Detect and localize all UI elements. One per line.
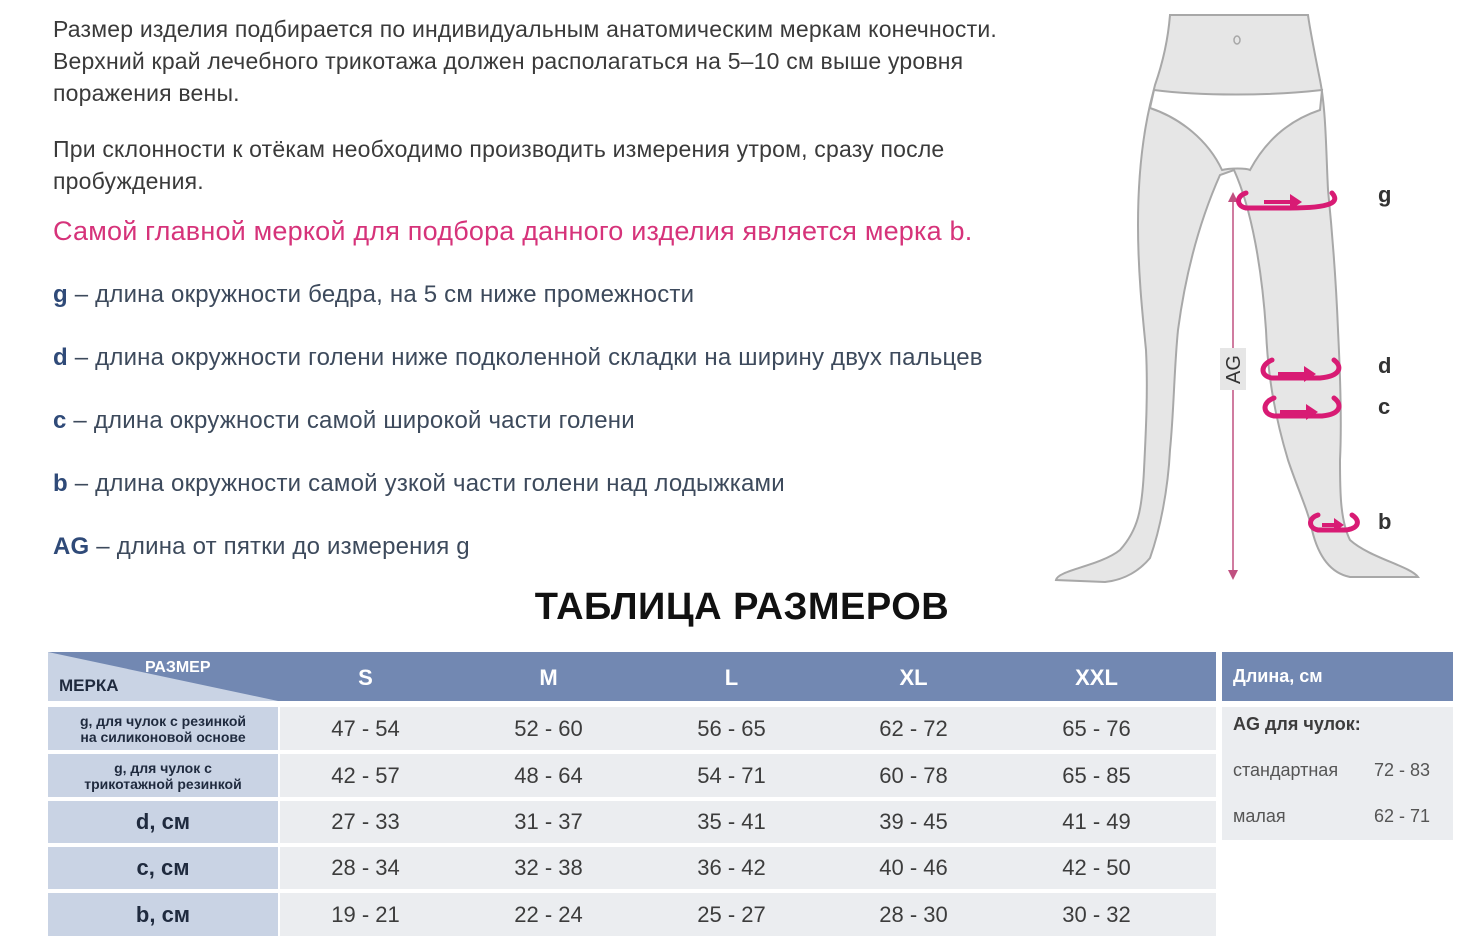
table-cell: 32 - 38	[514, 855, 583, 880]
label-d: d	[1378, 353, 1392, 378]
leg-illustration	[1050, 10, 1450, 590]
measure-key: c	[53, 407, 67, 434]
measure-key: AG	[53, 533, 90, 560]
size-header-l: L	[724, 665, 739, 690]
measure-text: – длина окружности самой широкой части голени	[66, 407, 635, 434]
measure-key: b	[53, 470, 68, 497]
measure-text: – длина окружности бедра, на 5 см ниже промежности	[67, 281, 695, 308]
table-cell: 31 - 37	[514, 809, 583, 834]
table-cell: 27 - 33	[331, 809, 400, 834]
table-cell: 42 - 50	[1062, 855, 1131, 880]
size-table-title: ТАБЛИЦА РАЗМЕРОВ	[534, 586, 950, 628]
row-label: c, см	[48, 847, 278, 889]
measure-definition-g	[53, 281, 694, 309]
table-cell: 19 - 21	[331, 901, 400, 927]
table-row	[48, 707, 1216, 750]
table-cell: 28 - 30	[879, 901, 948, 927]
table-cell: 56 - 65	[697, 715, 766, 741]
length-row-name: малая	[1233, 806, 1286, 826]
table-cell: 36 - 42	[697, 855, 766, 880]
leg-measurement-figure	[1050, 10, 1450, 590]
table-cell: 42 - 57	[331, 762, 400, 788]
table-cell: 39 - 45	[879, 809, 948, 834]
measure-definition-c	[53, 407, 635, 435]
table-cell: 30 - 32	[1062, 901, 1131, 927]
label-b: b	[1378, 509, 1392, 534]
table-cell: 47 - 54	[331, 715, 400, 741]
table-cell: 41 - 49	[1062, 809, 1131, 834]
length-row-value: 72 - 83	[1374, 760, 1431, 780]
label-g: g	[1378, 182, 1392, 207]
table-row	[48, 847, 1216, 889]
measure-definition-ag	[53, 533, 470, 561]
size-header-m: M	[539, 665, 558, 690]
row-label: g, для чулок с трикотажной резинкой	[48, 754, 278, 797]
measure-text: – длина от пятки до измерения g	[89, 533, 470, 560]
intro-paragraph-2: При склонности к отёкам необходимо производить измерения утром, сразу после пробуждения.	[53, 136, 945, 194]
header-corner-cell	[48, 652, 278, 701]
row-label: d, см	[48, 801, 278, 843]
ag-arrow-bottom	[1228, 570, 1238, 580]
length-table-body	[1222, 707, 1453, 840]
table-row	[48, 801, 1216, 843]
table-cell: 35 - 41	[697, 809, 766, 834]
table-cell: 60 - 78	[879, 762, 948, 788]
table-cell: 65 - 76	[1062, 715, 1131, 741]
measure-definition-b	[53, 470, 785, 498]
table-row	[48, 754, 1216, 797]
length-row-name: стандартная	[1233, 760, 1339, 780]
table-cell: 40 - 46	[879, 855, 948, 880]
length-row	[1233, 760, 1431, 781]
label-c: c	[1378, 394, 1391, 419]
table-cell: 28 - 34	[331, 855, 400, 880]
table-cell: 62 - 72	[879, 715, 948, 741]
measure-definition-d	[53, 344, 983, 372]
size-header-xxl: XXL	[1075, 665, 1118, 690]
measure-key: d	[53, 344, 68, 371]
row-label: g, для чулок с резинкой на силиконовой основе	[48, 707, 278, 750]
table-cell: 52 - 60	[514, 715, 583, 741]
corner-measure-label: МЕРКА	[59, 676, 119, 695]
row-label: b, см	[48, 893, 278, 936]
length-table	[1222, 652, 1453, 840]
length-row-value: 62 - 71	[1374, 806, 1431, 826]
table-cell: 48 - 64	[514, 762, 583, 788]
size-header-s: S	[358, 665, 373, 690]
ag-label: AG	[1223, 355, 1245, 384]
table-cell: 54 - 71	[697, 762, 766, 788]
measure-text: – длина окружности голени ниже подколенной складки на ширину двух пальцев	[67, 344, 983, 371]
length-row	[1233, 806, 1431, 827]
key-measure-note: Самой главной меркой для подбора данного изделия является мерка b.	[53, 216, 973, 246]
size-header-xl: XL	[899, 665, 928, 690]
intro-paragraph-1: Размер изделия подбирается по индивидуальным анатомическим меркам конечности. Верхний край лечебного трикотажа должен располагаться на 5–10 см выше уровня поражения вены.	[53, 16, 997, 106]
ag-stockings-label: AG для чулок:	[1233, 714, 1361, 734]
corner-size-label: РАЗМЕР	[145, 659, 211, 676]
measure-text: – длина окружности самой узкой части голени над лодыжками	[67, 470, 785, 497]
table-row	[48, 893, 1216, 936]
table-cell: 65 - 85	[1062, 762, 1131, 788]
size-table-header	[48, 652, 1216, 701]
table-cell: 22 - 24	[514, 901, 583, 927]
measure-key: g	[53, 281, 68, 308]
table-cell: 25 - 27	[697, 901, 766, 927]
length-table-header: Длина, см	[1222, 652, 1453, 701]
